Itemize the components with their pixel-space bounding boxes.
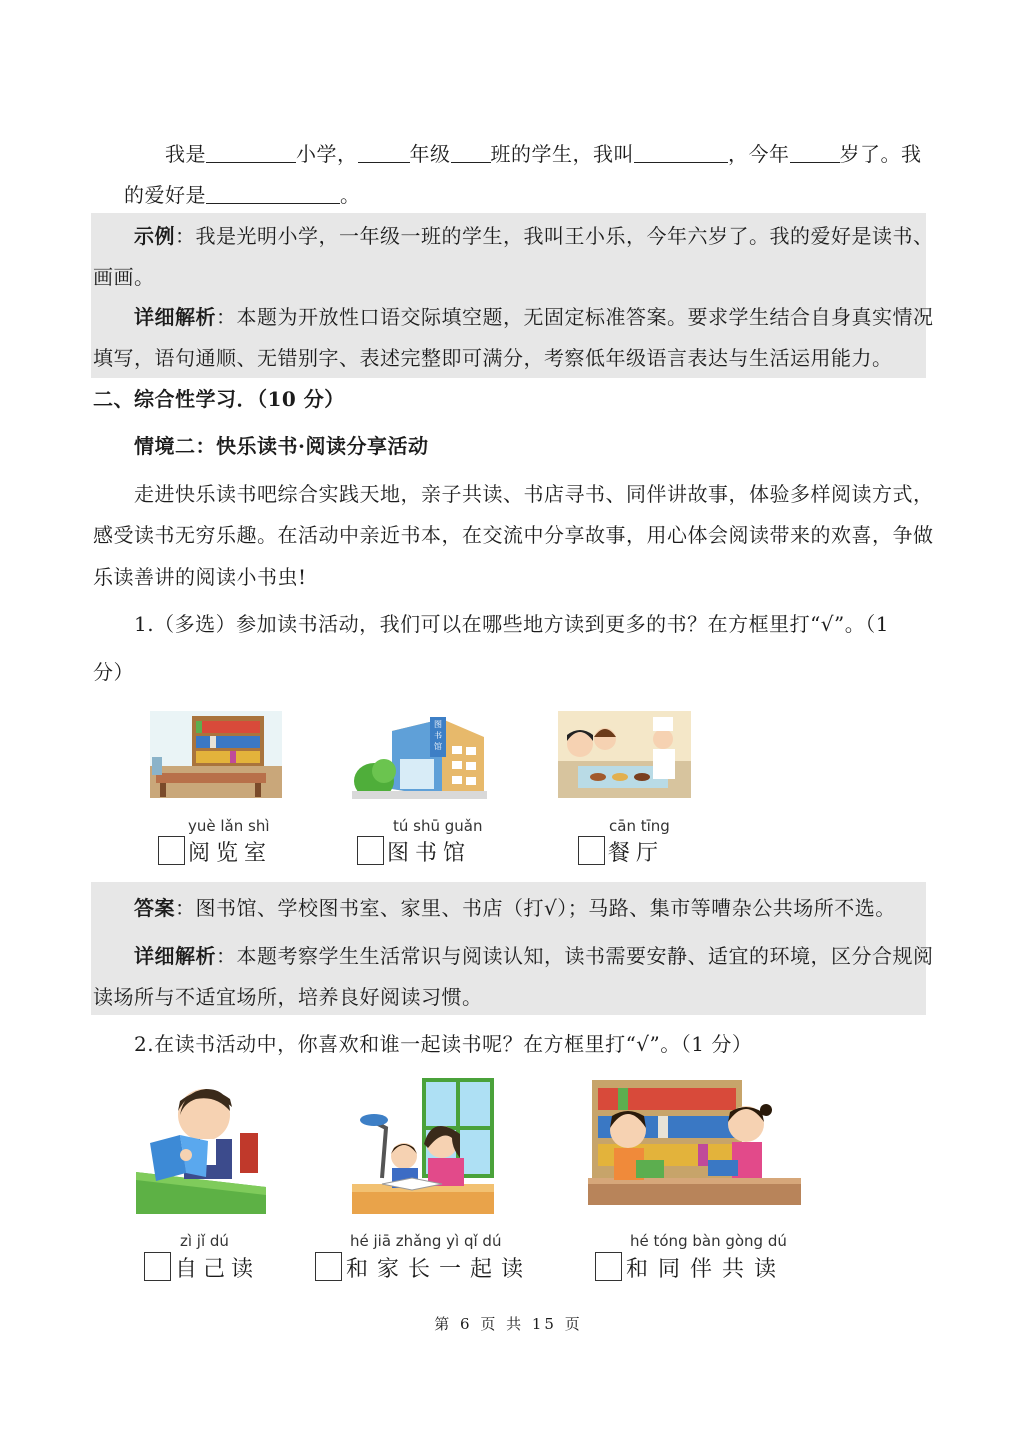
section2-para-3: 乐读善讲的阅读小书虫!	[93, 565, 307, 589]
q1-option-2-checkbox[interactable]	[357, 836, 384, 865]
age-blank[interactable]	[790, 142, 840, 163]
q2-option-1-checkbox[interactable]	[144, 1252, 171, 1281]
q1-option-2-pinyin: tú shū guǎn	[393, 817, 483, 835]
q1-option-3-label: 餐厅	[608, 841, 665, 866]
example-line-1: 示例：我是光明小学，一年级一班的学生，我叫王小乐，今年六岁了。我的爱好是读书、	[134, 224, 934, 248]
intro-line-2: 的爱好是 。	[124, 183, 361, 207]
analysis1-label: 详细解析	[134, 305, 216, 329]
example-label: 示例	[134, 224, 175, 248]
q2-option-2-pinyin: hé jiā zhǎng yì qǐ dú	[350, 1232, 502, 1250]
parent-child-reading-icon	[352, 1078, 494, 1214]
analysis1-line-1: 详细解析：本题为开放性口语交际填空题，无固定标准答案。要求学生结合自身真实情况	[134, 305, 934, 329]
q1-option-2-label: 图书馆	[387, 841, 472, 866]
q2-option-1-pinyin: zì jǐ dú	[180, 1232, 229, 1250]
q2-option-2-checkbox[interactable]	[315, 1252, 342, 1281]
library-sign-3: 馆	[434, 742, 442, 751]
class-blank[interactable]	[451, 142, 491, 163]
school-blank[interactable]	[206, 142, 296, 163]
q1-line-2: 分）	[93, 660, 134, 684]
friends-reading-icon	[588, 1080, 801, 1205]
q1-option-3-checkbox[interactable]	[578, 836, 605, 865]
q2-option-2-label: 和家长一起读	[346, 1257, 533, 1282]
q1-line-1: 1.（多选）参加读书活动，我们可以在哪些地方读到更多的书？在方框里打“√”。（1	[134, 612, 889, 636]
reading-room-icon	[150, 711, 282, 798]
section2-heading: 二、综合性学习．（10 分）	[93, 387, 345, 411]
section2-para-2: 感受读书无穷乐趣。在活动中亲近书本，在交流中分享故事，用心体会阅读带来的欢喜，争做	[93, 523, 934, 547]
q2-option-3-pinyin: hé tóng bàn gòng dú	[630, 1232, 787, 1250]
library-icon	[352, 711, 487, 799]
analysis2-line-2: 读场所与不适宜场所，培养良好阅读习惯。	[93, 985, 483, 1009]
q1-option-1-checkbox[interactable]	[158, 836, 185, 865]
q1-option-1-pinyin: yuè lǎn shì	[188, 817, 270, 835]
page-number: 第 6 页 共 15 页	[434, 1315, 583, 1333]
analysis2-label: 详细解析	[134, 944, 216, 968]
q2-option-3-checkbox[interactable]	[595, 1252, 622, 1281]
section2-para-1: 走进快乐读书吧综合实践天地，亲子共读、书店寻书、同伴讲故事，体验多样阅读方式，	[134, 482, 934, 506]
hobby-blank[interactable]	[206, 183, 340, 204]
q2-option-3-label: 和同伴共读	[626, 1257, 787, 1282]
answer1-line: 答案：图书馆、学校图书室、家里、书店（打√）；马路、集市等嘈杂公共场所不选。	[134, 896, 896, 920]
boy-reading-icon	[136, 1077, 266, 1214]
q1-option-3-pinyin: cān tīng	[609, 817, 670, 835]
scenario-title: 情境二：快乐读书·阅读分享活动	[134, 434, 429, 458]
analysis2-line-1: 详细解析：本题考察学生生活常识与阅读认知，读书需要安静、适宜的环境，区分合规阅	[134, 944, 934, 968]
analysis1-line-2: 填写，语句通顺、无错别字、表述完整即可满分，考察低年级语言表达与生活运用能力。	[93, 346, 893, 370]
q2-option-1-label: 自己读	[175, 1257, 260, 1282]
grade-blank[interactable]	[358, 142, 410, 163]
example-line-2: 画画。	[93, 265, 155, 289]
library-sign-1: 图	[434, 720, 442, 729]
library-sign-2: 书	[434, 731, 442, 740]
name-blank[interactable]	[634, 142, 728, 163]
q1-option-1-label: 阅览室	[188, 841, 273, 866]
answer1-label: 答案	[134, 896, 175, 920]
intro-line-1: 我是 小学， 年级 班的学生，我叫 ，今年 岁了。我	[165, 142, 922, 166]
restaurant-icon	[558, 711, 691, 798]
q2-line: 2.在读书活动中，你喜欢和谁一起读书呢？在方框里打“√”。（1 分）	[134, 1032, 753, 1056]
